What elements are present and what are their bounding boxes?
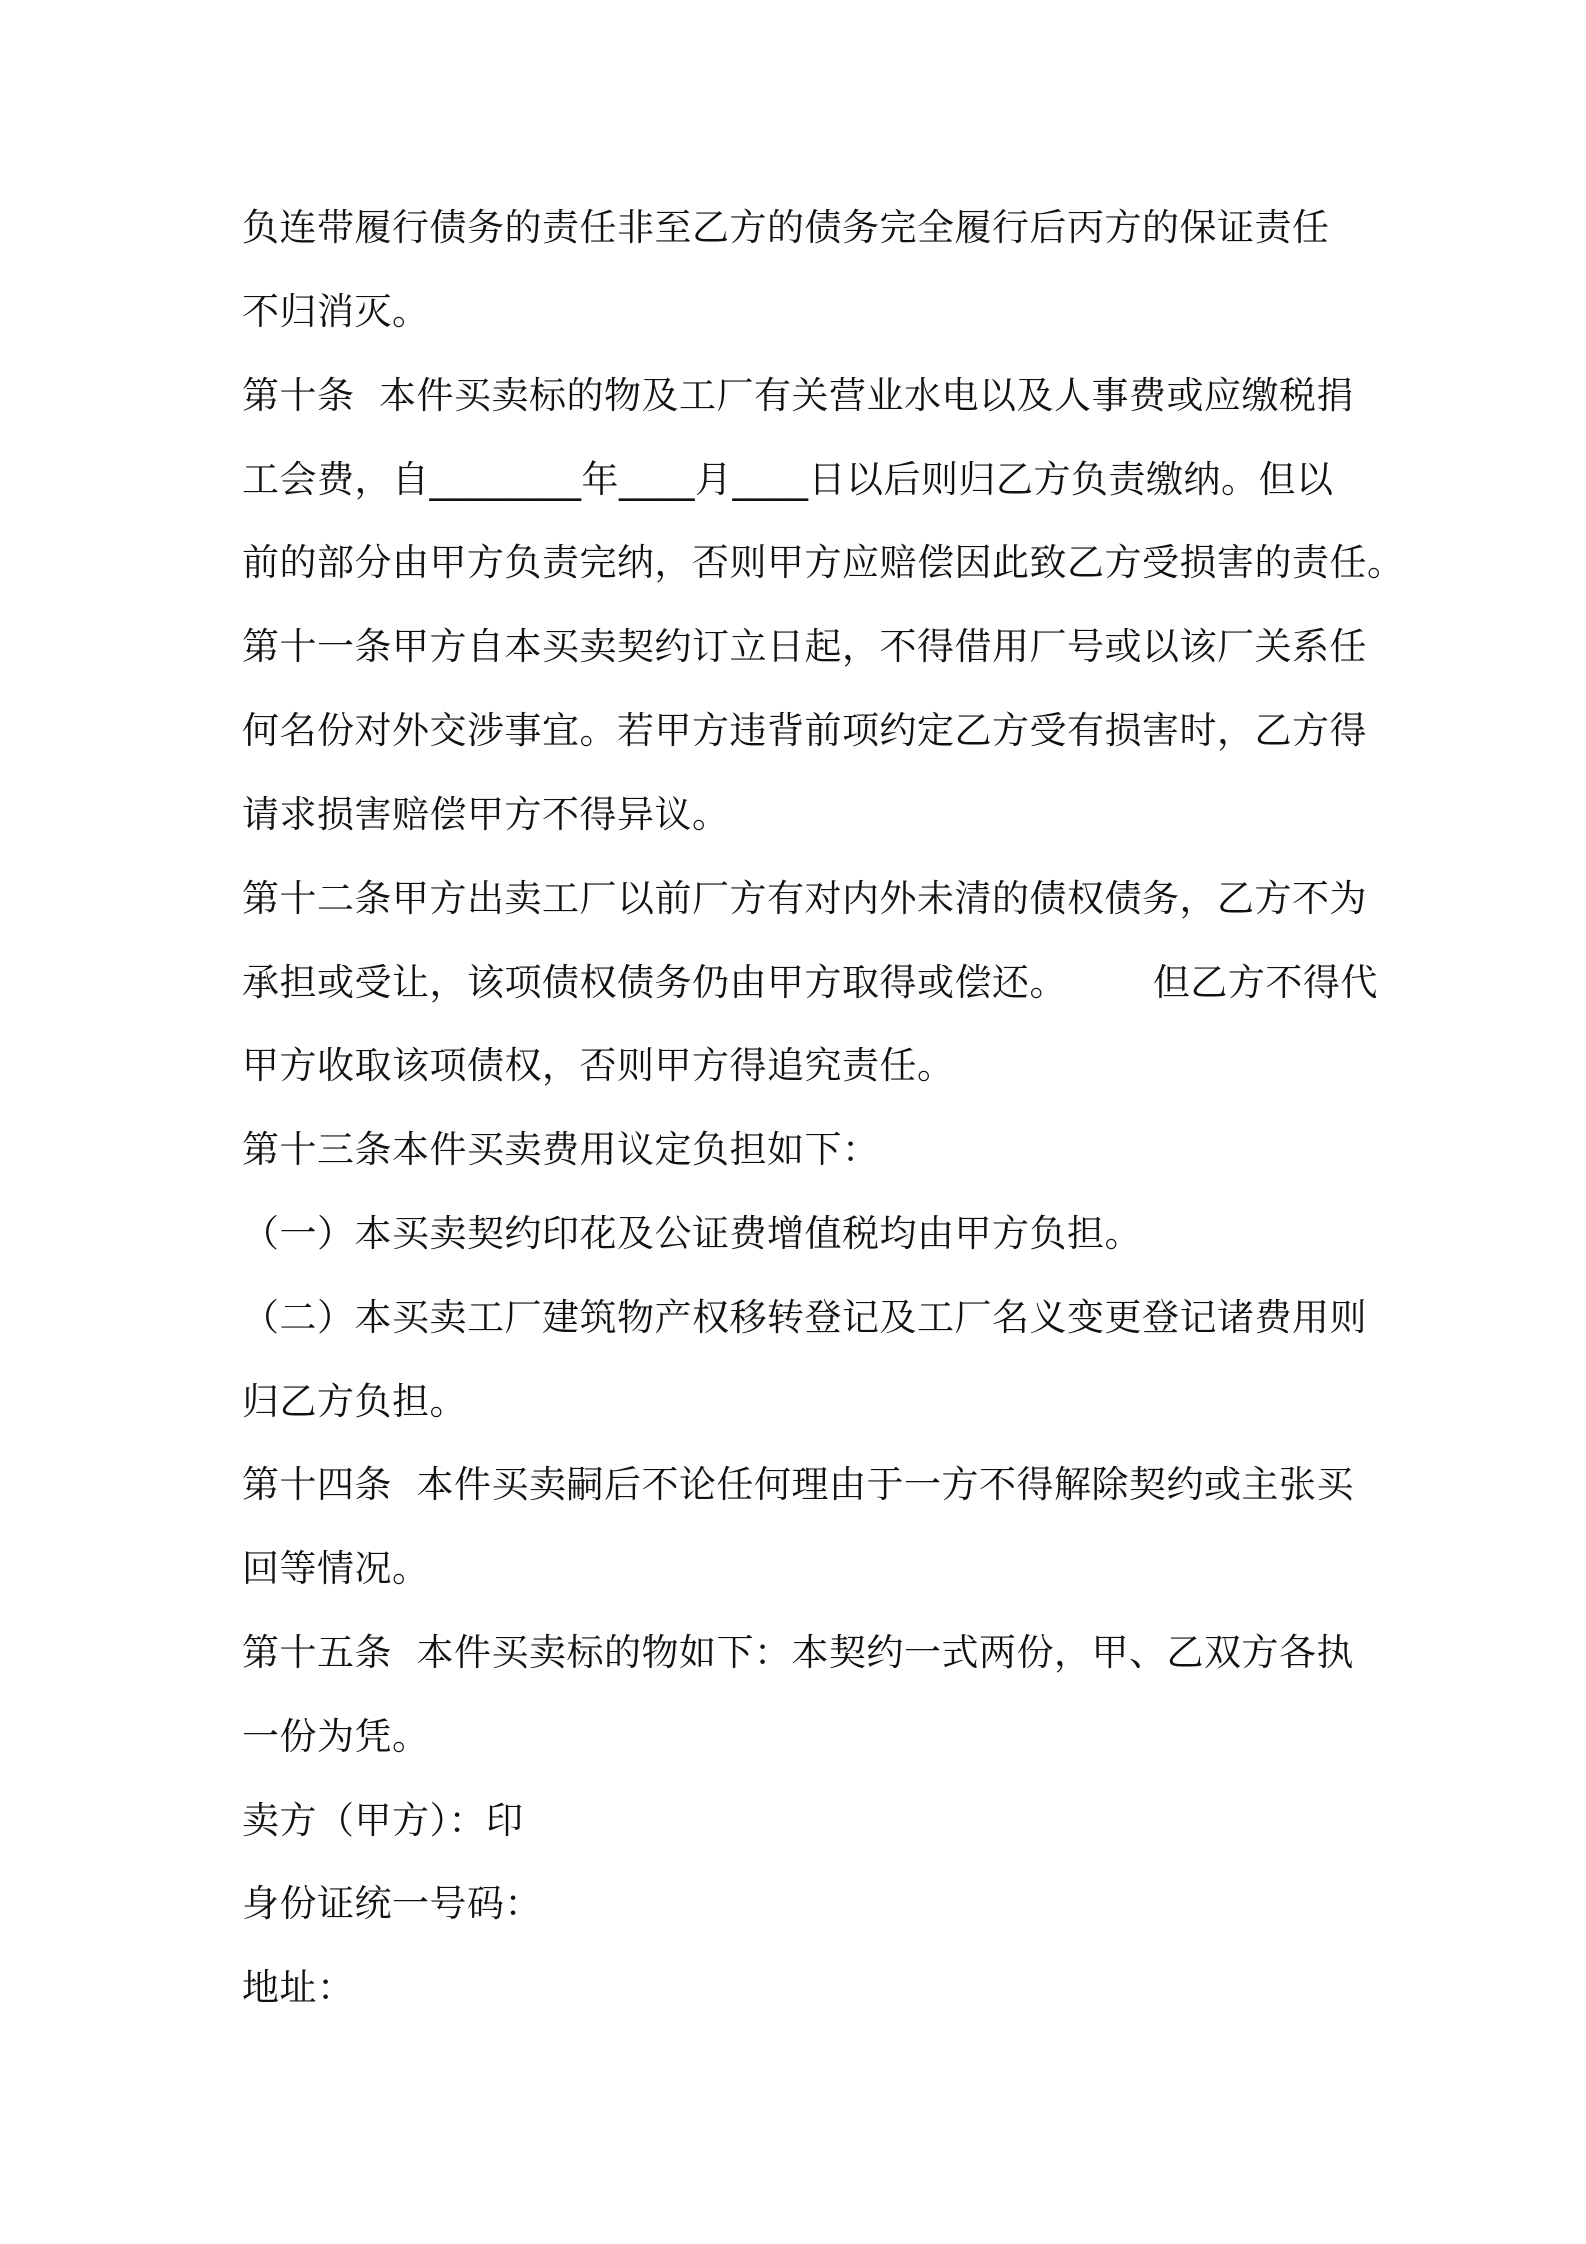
text-line: 第十一条甲方自本买卖契约订立日起，不得借用厂号或以该厂关系任 — [242, 625, 1367, 668]
text-line: 一份为凭。 — [242, 1715, 430, 1758]
text-line: 甲方收取该项债权，否则甲方得追究责任。 — [242, 1044, 955, 1087]
text-line: 第十四条 本件买卖嗣后不论任何理由于一方不得解除契约或主张买 — [242, 1463, 1355, 1506]
text-line: 不归消灭。 — [242, 290, 430, 333]
text-line: 承担或受让，该项债权债务仍由甲方取得或偿还。 但乙方不得代 — [242, 961, 1378, 1004]
text-line: 卖方（甲方）：印 — [242, 1799, 524, 1842]
text-line: 第十条 本件买卖标的物及工厂有关营业水电以及人事费或应缴税捐 — [242, 374, 1355, 417]
text-line: 负连带履行债务的责任非至乙方的债务完全履行后丙方的保证责任 — [242, 206, 1330, 249]
text-line: 归乙方负担。 — [242, 1380, 467, 1423]
text-line: 工会费，自________年____月____日以后则归乙方负责缴纳。但以 — [242, 458, 1334, 501]
text-line: 请求损害赔偿甲方不得异议。 — [242, 793, 730, 836]
text-line: 第十五条 本件买卖标的物如下：本契约一式两份，甲、乙双方各执 — [242, 1631, 1355, 1674]
text-line: 回等情况。 — [242, 1547, 430, 1590]
text-line: 何名份对外交涉事宜。若甲方违背前项约定乙方受有损害时，乙方得 — [242, 709, 1367, 752]
text-line: 身份证统一号码： — [242, 1882, 542, 1925]
text-line: 前的部分由甲方负责完纳，否则甲方应赔偿因此致乙方受损害的责任。 — [242, 541, 1405, 584]
text-line: 第十三条本件买卖费用议定负担如下： — [242, 1128, 880, 1171]
text-line: 地址： — [242, 1966, 355, 2009]
text-line: （一）本买卖契约印花及公证费增值税均由甲方负担。 — [242, 1212, 1142, 1255]
text-line: 第十二条甲方出卖工厂以前厂方有对内外未清的债权债务，乙方不为 — [242, 877, 1367, 920]
text-line: （二）本买卖工厂建筑物产权移转登记及工厂名义变更登记诸费用则 — [242, 1296, 1367, 1339]
